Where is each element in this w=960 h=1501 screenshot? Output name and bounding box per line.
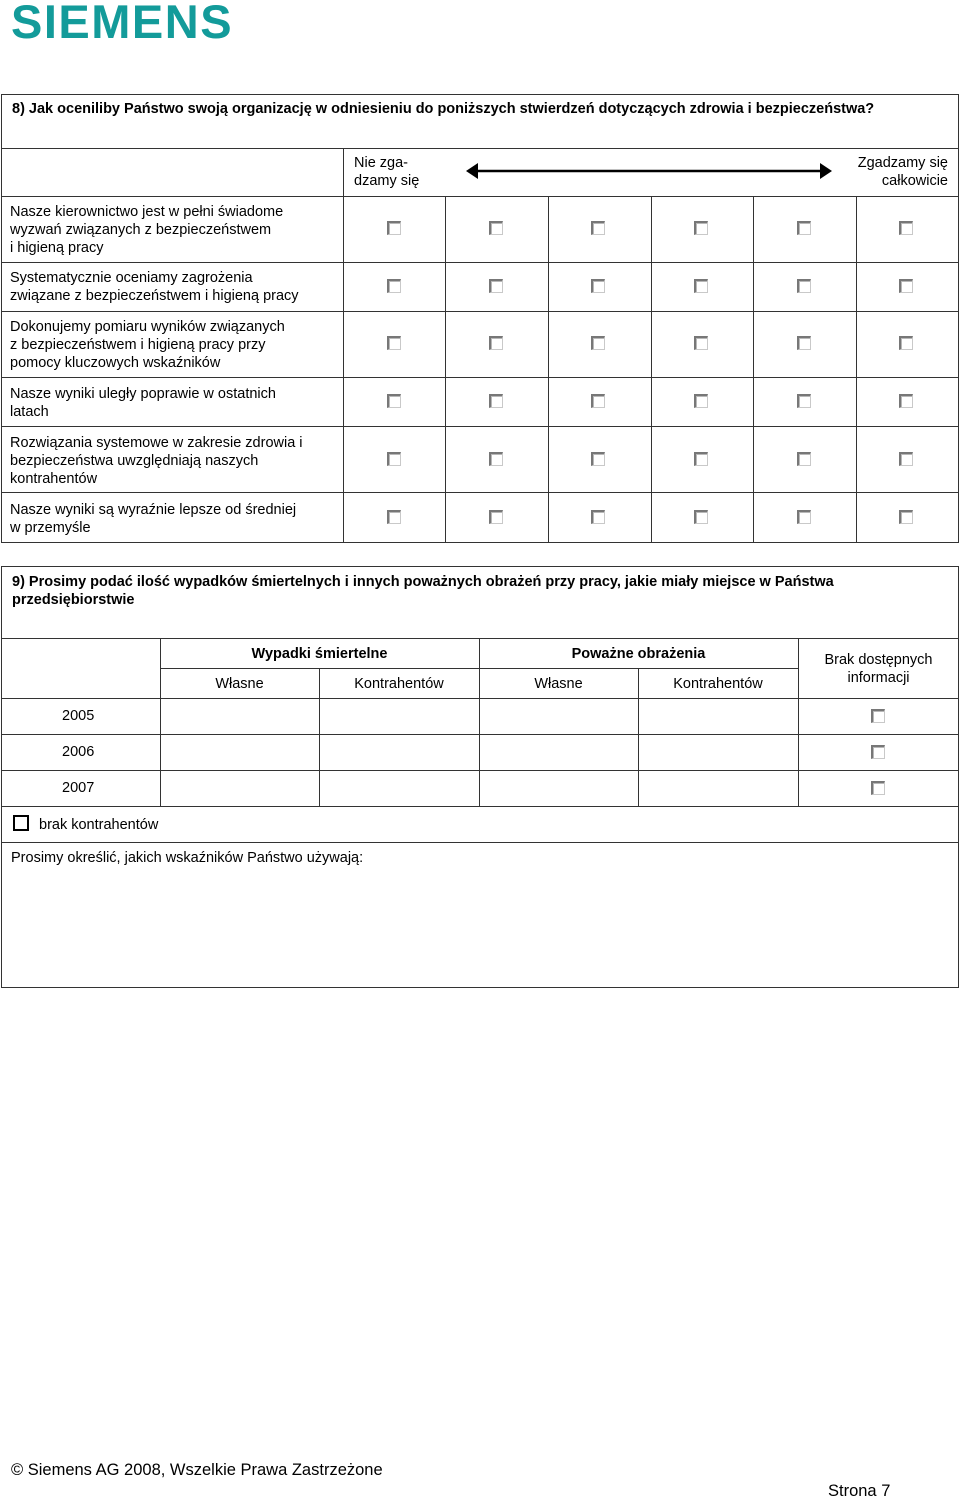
q8-row-2-line: związane z bezpieczeństwem i higieną pracy bbox=[10, 288, 299, 304]
rating-checkbox[interactable] bbox=[899, 452, 913, 466]
count-input-cell[interactable] bbox=[480, 699, 638, 734]
q8-row-2-line: Systematycznie oceniamy zagrożenia bbox=[10, 270, 253, 286]
q9-row-divider bbox=[1, 842, 959, 843]
q8-row-4-line: Nasze wyniki uległy poprawie w ostatnich bbox=[10, 386, 276, 402]
q8-row-5-line: Rozwiązania systemowe w zakresie zdrowia i bbox=[10, 435, 303, 451]
q8-row-3-line: pomocy kluczowych wskaźników bbox=[10, 355, 221, 371]
rating-checkbox[interactable] bbox=[797, 221, 811, 235]
question-8-header bbox=[1, 94, 959, 149]
rating-checkbox[interactable] bbox=[489, 394, 503, 408]
q8-row-2-label bbox=[10, 269, 340, 305]
rating-checkbox[interactable] bbox=[489, 452, 503, 466]
header-fatal-accidents: Wypadki śmiertelne bbox=[251, 646, 388, 662]
rating-checkbox[interactable] bbox=[489, 336, 503, 350]
rating-checkbox[interactable] bbox=[387, 221, 401, 235]
q8-row-5-line: bezpieczeństwa uwzględniają naszych bbox=[10, 453, 259, 469]
q8-row-divider bbox=[1, 492, 959, 493]
count-input-cell[interactable] bbox=[320, 735, 479, 770]
count-input-cell[interactable] bbox=[639, 771, 798, 806]
count-input-cell[interactable] bbox=[161, 771, 319, 806]
question-9-text bbox=[12, 573, 942, 609]
question-9-line: 9) Prosimy podać ilość wypadków śmiertelnych i innych poważnych obrażeń przy pracy, jakie miały miejsce w Państwa bbox=[12, 574, 834, 590]
no-contractors-label: brak kontrahentów bbox=[39, 817, 159, 833]
header-no-data-line: Brak dostępnych bbox=[824, 652, 933, 668]
rating-checkbox[interactable] bbox=[387, 510, 401, 524]
rating-checkbox[interactable] bbox=[387, 452, 401, 466]
header-no-data-line: informacji bbox=[847, 670, 910, 686]
q8-col-divider bbox=[548, 196, 549, 543]
scale-left-line-2: dzamy się bbox=[354, 173, 420, 189]
rating-checkbox[interactable] bbox=[899, 510, 913, 524]
q9-row-divider bbox=[1, 638, 959, 639]
rating-checkbox[interactable] bbox=[797, 452, 811, 466]
rating-checkbox[interactable] bbox=[797, 279, 811, 293]
rating-checkbox[interactable] bbox=[899, 279, 913, 293]
count-input-cell[interactable] bbox=[639, 699, 798, 734]
scale-right-line-2: całkowicie bbox=[881, 173, 948, 189]
rating-checkbox[interactable] bbox=[591, 394, 605, 408]
year-label: 2007 bbox=[62, 780, 95, 796]
q8-row-4-line: latach bbox=[10, 404, 49, 420]
count-input-cell[interactable] bbox=[320, 699, 479, 734]
siemens-logo: SIEMENS bbox=[11, 0, 234, 48]
page-number: Strona 7 bbox=[828, 1482, 891, 1500]
rating-checkbox[interactable] bbox=[591, 452, 605, 466]
q8-row-5-label bbox=[10, 434, 340, 488]
q8-col-divider bbox=[651, 196, 652, 543]
rating-checkbox[interactable] bbox=[694, 394, 708, 408]
q9-row-divider bbox=[1, 806, 959, 807]
q8-row-1-line: Nasze kierownictwo jest w pełni świadome bbox=[10, 204, 284, 220]
scale-left-label bbox=[354, 154, 419, 190]
subheader-contractors: Kontrahentów bbox=[673, 676, 763, 692]
count-input-cell[interactable] bbox=[161, 735, 319, 770]
header-no-data bbox=[798, 651, 959, 687]
q8-row-3-line: z bezpieczeństwem i higieną pracy przy bbox=[10, 337, 266, 353]
q8-row-divider bbox=[1, 426, 959, 427]
no-data-checkbox[interactable] bbox=[871, 709, 885, 723]
rating-checkbox[interactable] bbox=[387, 336, 401, 350]
q8-row-6-line: w przemyśle bbox=[10, 520, 91, 536]
q8-row-divider bbox=[1, 196, 959, 197]
indicators-prompt: Prosimy określić, jakich wskaźników Państwo używają: bbox=[11, 850, 364, 866]
rating-checkbox[interactable] bbox=[694, 510, 708, 524]
count-input-cell[interactable] bbox=[639, 735, 798, 770]
q8-row-1-label bbox=[10, 203, 340, 257]
rating-checkbox[interactable] bbox=[489, 221, 503, 235]
rating-checkbox[interactable] bbox=[489, 510, 503, 524]
rating-checkbox[interactable] bbox=[694, 452, 708, 466]
no-data-checkbox[interactable] bbox=[871, 745, 885, 759]
q8-row-4-label bbox=[10, 385, 340, 421]
year-label: 2005 bbox=[62, 708, 95, 724]
q8-row-divider bbox=[1, 377, 959, 378]
scale-right-line-1: Zgadzamy się bbox=[857, 155, 948, 171]
rating-checkbox[interactable] bbox=[591, 279, 605, 293]
rating-checkbox[interactable] bbox=[797, 510, 811, 524]
indicators-text-area[interactable] bbox=[2, 872, 958, 986]
question-9-line: przedsiębiorstwie bbox=[12, 592, 135, 608]
copyright-footer: © Siemens AG 2008, Wszelkie Prawa Zastrzeżone bbox=[11, 1461, 383, 1479]
subheader-own: Własne bbox=[215, 676, 264, 692]
q8-row-divider bbox=[1, 311, 959, 312]
scale-right-label bbox=[858, 154, 948, 190]
rating-checkbox[interactable] bbox=[387, 394, 401, 408]
no-data-checkbox[interactable] bbox=[871, 781, 885, 795]
count-input-cell[interactable] bbox=[480, 771, 638, 806]
rating-checkbox[interactable] bbox=[591, 510, 605, 524]
q8-col-divider bbox=[343, 148, 344, 543]
q8-row-6-line: Nasze wyniki są wyraźnie lepsze od średniej bbox=[10, 502, 297, 518]
question-8-text: 8) Jak oceniliby Państwo swoją organizację w odniesieniu do poniższych stwierdzeń dotyczących zdrowia i bezpieczeństwa? bbox=[12, 101, 875, 117]
q8-row-1-line: i higieną pracy bbox=[10, 240, 104, 256]
subheader-contractors: Kontrahentów bbox=[354, 676, 444, 692]
count-input-cell[interactable] bbox=[480, 735, 638, 770]
q8-row-6-label bbox=[10, 501, 340, 537]
rating-checkbox[interactable] bbox=[899, 221, 913, 235]
rating-checkbox[interactable] bbox=[797, 394, 811, 408]
rating-checkbox[interactable] bbox=[694, 221, 708, 235]
q8-row-1-line: wyzwań związanych z bezpieczeństwem bbox=[10, 222, 272, 238]
rating-checkbox[interactable] bbox=[694, 336, 708, 350]
year-label: 2006 bbox=[62, 744, 95, 760]
rating-checkbox[interactable] bbox=[489, 279, 503, 293]
q8-col-divider bbox=[753, 196, 754, 543]
scale-double-arrow-icon bbox=[466, 161, 832, 181]
header-serious-injuries: Poważne obrażenia bbox=[571, 646, 706, 662]
rating-checkbox[interactable] bbox=[591, 336, 605, 350]
q8-row-5-line: kontrahentów bbox=[10, 471, 98, 487]
subheader-own: Własne bbox=[534, 676, 583, 692]
scale-left-line-1: Nie zga- bbox=[354, 155, 408, 171]
rating-checkbox[interactable] bbox=[797, 336, 811, 350]
q8-row-divider bbox=[1, 262, 959, 263]
count-input-cell[interactable] bbox=[320, 771, 479, 806]
rating-checkbox[interactable] bbox=[899, 336, 913, 350]
rating-checkbox[interactable] bbox=[899, 394, 913, 408]
q8-row-3-line: Dokonujemy pomiaru wyników związanych bbox=[10, 319, 285, 335]
q8-col-divider bbox=[445, 196, 446, 543]
q8-col-divider bbox=[856, 196, 857, 543]
count-input-cell[interactable] bbox=[161, 699, 319, 734]
rating-checkbox[interactable] bbox=[694, 279, 708, 293]
no-contractors-checkbox[interactable] bbox=[13, 815, 29, 831]
q8-row-3-label bbox=[10, 318, 340, 372]
rating-checkbox[interactable] bbox=[591, 221, 605, 235]
rating-checkbox[interactable] bbox=[387, 279, 401, 293]
